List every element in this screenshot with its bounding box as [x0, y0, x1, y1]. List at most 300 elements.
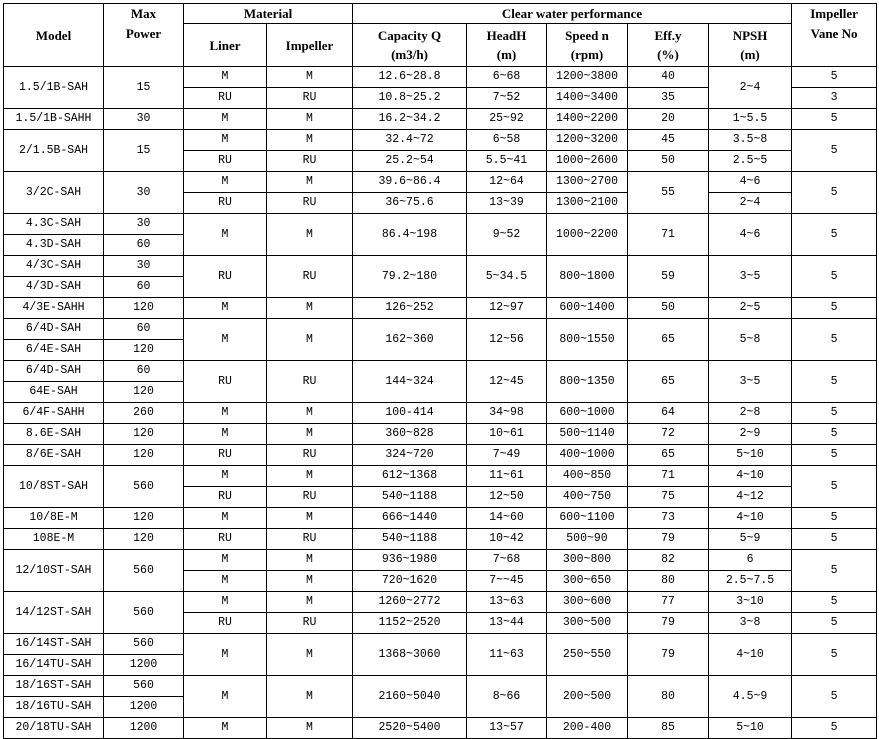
head-cell: 8~66: [467, 676, 547, 718]
vane-count-cell: 5: [792, 445, 877, 466]
table-row: [4, 466, 877, 487]
vane-count-cell: 5: [792, 529, 877, 550]
impeller-material-cell: M: [267, 466, 353, 487]
max-power-cell: 120: [104, 529, 184, 550]
impeller-material-cell: M: [267, 424, 353, 445]
model-cell: 64E-SAH: [4, 382, 104, 403]
impeller-material-cell: M: [267, 298, 353, 319]
impeller-material-cell: M: [267, 508, 353, 529]
speed-cell: 1300~2100: [547, 193, 628, 214]
max-power-cell: 120: [104, 340, 184, 361]
table-row: [4, 172, 877, 193]
vane-count-cell: 5: [792, 172, 877, 214]
impeller-material-cell: M: [267, 214, 353, 256]
model-cell: 16/14ST-SAH: [4, 634, 104, 655]
liner-material-cell: RU: [184, 529, 267, 550]
speed-cell: 200~500: [547, 676, 628, 718]
efficiency-cell: 45: [628, 130, 709, 151]
efficiency-cell: 73: [628, 508, 709, 529]
vane-count-cell: 5: [792, 319, 877, 361]
model-cell: 18/16ST-SAH: [4, 676, 104, 697]
capacity-cell: 39.6~86.4: [353, 172, 467, 193]
liner-material-cell: M: [184, 109, 267, 130]
impeller-material-cell: RU: [267, 445, 353, 466]
head-cell: 12~97: [467, 298, 547, 319]
table-row: [4, 214, 877, 235]
max-power-cell: 560: [104, 550, 184, 592]
head-header-line2: (m): [496, 47, 517, 62]
liner-material-cell: M: [184, 214, 267, 256]
head-cell: 25~92: [467, 109, 547, 130]
npsh-cell: 4~6: [709, 214, 792, 256]
efficiency-cell: 64: [628, 403, 709, 424]
efficiency-cell: 79: [628, 634, 709, 676]
efficiency-cell: 71: [628, 466, 709, 487]
speed-cell: 1200~3800: [547, 67, 628, 88]
npsh-cell: 6: [709, 550, 792, 571]
impeller-material-cell: RU: [267, 193, 353, 214]
max-power-cell: 60: [104, 361, 184, 382]
capacity-cell: 720~1620: [353, 571, 467, 592]
impeller-material-cell: RU: [267, 151, 353, 172]
capacity-header-line1: Capacity Q: [377, 28, 442, 43]
speed-cell: 300~600: [547, 592, 628, 613]
model-cell: 10/8E-M: [4, 508, 104, 529]
max-power-header-line1: Max: [130, 6, 157, 21]
npsh-cell: 5~10: [709, 718, 792, 739]
table-row: [4, 592, 877, 613]
speed-cell: 400~850: [547, 466, 628, 487]
impeller-material-cell: M: [267, 718, 353, 739]
vane-count-cell: 5: [792, 67, 877, 88]
impeller-material-cell: RU: [267, 487, 353, 508]
capacity-cell: 324~720: [353, 445, 467, 466]
efficiency-header-line2: (%): [657, 47, 679, 62]
head-cell: 10~61: [467, 424, 547, 445]
speed-cell: 1300~2700: [547, 172, 628, 193]
npsh-cell: 2~4: [709, 67, 792, 109]
speed-cell: 300~800: [547, 550, 628, 571]
impeller-material-cell: M: [267, 403, 353, 424]
model-cell: 6/4F-SAHH: [4, 403, 104, 424]
npsh-cell: 4~12: [709, 487, 792, 508]
liner-header: Liner: [184, 24, 267, 67]
table-body: [4, 67, 877, 739]
liner-material-cell: M: [184, 718, 267, 739]
liner-material-cell: RU: [184, 151, 267, 172]
speed-cell: 600~1000: [547, 403, 628, 424]
speed-cell: 500~90: [547, 529, 628, 550]
liner-material-cell: M: [184, 634, 267, 676]
speed-cell: 200-400: [547, 718, 628, 739]
max-power-header-line2: Power: [125, 26, 162, 41]
liner-material-cell: RU: [184, 193, 267, 214]
model-cell: 1.5/1B-SAHH: [4, 109, 104, 130]
npsh-cell: 1~5.5: [709, 109, 792, 130]
liner-material-cell: M: [184, 550, 267, 571]
capacity-cell: 360~828: [353, 424, 467, 445]
speed-cell: 1000~2200: [547, 214, 628, 256]
capacity-cell: 1260~2772: [353, 592, 467, 613]
liner-material-cell: M: [184, 508, 267, 529]
max-power-cell: 60: [104, 277, 184, 298]
impeller-material-cell: RU: [267, 256, 353, 298]
impeller-material-cell: M: [267, 109, 353, 130]
max-power-cell: 560: [104, 592, 184, 634]
speed-cell: 250~550: [547, 634, 628, 676]
speed-cell: 400~750: [547, 487, 628, 508]
npsh-cell: 3~5: [709, 361, 792, 403]
max-power-cell: 60: [104, 319, 184, 340]
max-power-cell: 120: [104, 424, 184, 445]
model-cell: 6/4D-SAH: [4, 361, 104, 382]
model-cell: 16/14TU-SAH: [4, 655, 104, 676]
model-cell: 2/1.5B-SAH: [4, 130, 104, 172]
model-cell: 6/4E-SAH: [4, 340, 104, 361]
speed-header-line1: Speed n: [565, 28, 609, 43]
vane-header-line2: Vane No: [810, 26, 858, 41]
table-row: [4, 508, 877, 529]
head-cell: 7~68: [467, 550, 547, 571]
max-power-cell: 30: [104, 172, 184, 214]
model-cell: 108E-M: [4, 529, 104, 550]
efficiency-cell: 80: [628, 676, 709, 718]
capacity-header-line2: (m3/h): [391, 47, 428, 62]
capacity-cell: 2520~5400: [353, 718, 467, 739]
vane-count-cell: 5: [792, 550, 877, 592]
efficiency-cell: 50: [628, 151, 709, 172]
capacity-cell: 666~1440: [353, 508, 467, 529]
model-cell: 14/12ST-SAH: [4, 592, 104, 634]
table-row: [4, 256, 877, 277]
table-row: [4, 445, 877, 466]
material-header: Material: [184, 4, 353, 24]
capacity-cell: 100-414: [353, 403, 467, 424]
max-power-cell: 1200: [104, 697, 184, 718]
liner-material-cell: M: [184, 571, 267, 592]
vane-count-cell: 5: [792, 256, 877, 298]
head-cell: 7~~45: [467, 571, 547, 592]
npsh-cell: 4~10: [709, 508, 792, 529]
impeller-material-cell: M: [267, 571, 353, 592]
max-power-cell: 120: [104, 382, 184, 403]
capacity-cell: 936~1980: [353, 550, 467, 571]
speed-header: [547, 24, 628, 67]
table-row: [4, 67, 877, 88]
speed-cell: 800~1350: [547, 361, 628, 403]
impeller-material-cell: RU: [267, 529, 353, 550]
vane-count-cell: 5: [792, 130, 877, 172]
vane-count-cell: 5: [792, 718, 877, 739]
head-cell: 6~68: [467, 67, 547, 88]
model-cell: 12/10ST-SAH: [4, 550, 104, 592]
liner-material-cell: RU: [184, 487, 267, 508]
impeller-material-cell: M: [267, 130, 353, 151]
vane-count-cell: 5: [792, 109, 877, 130]
vane-count-cell: 5: [792, 613, 877, 634]
impeller-material-cell: M: [267, 550, 353, 571]
clear-water-performance-header: Clear water performance: [353, 4, 792, 24]
table-row: [4, 130, 877, 151]
head-cell: 34~98: [467, 403, 547, 424]
max-power-cell: 60: [104, 235, 184, 256]
capacity-cell: 79.2~180: [353, 256, 467, 298]
vane-count-cell: 5: [792, 214, 877, 256]
head-cell: 13~63: [467, 592, 547, 613]
pump-performance-table: [3, 3, 877, 739]
efficiency-cell: 65: [628, 319, 709, 361]
speed-cell: 1400~3400: [547, 88, 628, 109]
vane-count-cell: 3: [792, 88, 877, 109]
max-power-cell: 120: [104, 445, 184, 466]
liner-material-cell: M: [184, 592, 267, 613]
table-row: [4, 718, 877, 739]
npsh-header-line1: NPSH: [732, 28, 768, 43]
efficiency-cell: 65: [628, 361, 709, 403]
efficiency-cell: 72: [628, 424, 709, 445]
head-cell: 7~49: [467, 445, 547, 466]
npsh-cell: 5~10: [709, 445, 792, 466]
liner-material-cell: RU: [184, 361, 267, 403]
model-cell: 8.6E-SAH: [4, 424, 104, 445]
efficiency-cell: 80: [628, 571, 709, 592]
vane-count-cell: 5: [792, 361, 877, 403]
max-power-cell: 1200: [104, 655, 184, 676]
model-cell: 4/3E-SAHH: [4, 298, 104, 319]
head-cell: 5~34.5: [467, 256, 547, 298]
capacity-cell: 144~324: [353, 361, 467, 403]
npsh-cell: 2.5~7.5: [709, 571, 792, 592]
table-header: [4, 4, 877, 67]
liner-material-cell: RU: [184, 256, 267, 298]
impeller-material-cell: RU: [267, 88, 353, 109]
npsh-cell: 3.5~8: [709, 130, 792, 151]
head-header: [467, 24, 547, 67]
speed-cell: 1200~3200: [547, 130, 628, 151]
efficiency-cell: 50: [628, 298, 709, 319]
table-row: [4, 424, 877, 445]
liner-material-cell: M: [184, 424, 267, 445]
vane-count-cell: 5: [792, 298, 877, 319]
model-cell: 10/8ST-SAH: [4, 466, 104, 508]
efficiency-cell: 35: [628, 88, 709, 109]
head-cell: 13~44: [467, 613, 547, 634]
efficiency-cell: 79: [628, 613, 709, 634]
capacity-header: [353, 24, 467, 67]
vane-count-cell: 5: [792, 424, 877, 445]
vane-count-cell: 5: [792, 676, 877, 718]
efficiency-cell: 20: [628, 109, 709, 130]
speed-cell: 300~650: [547, 571, 628, 592]
model-cell: 8/6E-SAH: [4, 445, 104, 466]
npsh-cell: 2~5: [709, 298, 792, 319]
speed-cell: 800~1800: [547, 256, 628, 298]
head-cell: 7~52: [467, 88, 547, 109]
liner-material-cell: RU: [184, 88, 267, 109]
npsh-cell: 2~9: [709, 424, 792, 445]
model-cell: 18/16TU-SAH: [4, 697, 104, 718]
table-row: [4, 550, 877, 571]
impeller-material-cell: RU: [267, 361, 353, 403]
capacity-cell: 540~1188: [353, 487, 467, 508]
impeller-material-header: Impeller: [267, 24, 353, 67]
npsh-cell: 4~10: [709, 466, 792, 487]
npsh-cell: 3~10: [709, 592, 792, 613]
impeller-vane-no-header: [792, 4, 877, 67]
liner-material-cell: M: [184, 67, 267, 88]
liner-material-cell: RU: [184, 445, 267, 466]
capacity-cell: 162~360: [353, 319, 467, 361]
npsh-header-line2: (m): [740, 47, 760, 62]
impeller-material-cell: M: [267, 172, 353, 193]
model-cell: 4.3C-SAH: [4, 214, 104, 235]
vane-count-cell: 5: [792, 466, 877, 508]
liner-material-cell: RU: [184, 613, 267, 634]
npsh-cell: 4~10: [709, 634, 792, 676]
head-cell: 13~57: [467, 718, 547, 739]
npsh-cell: 4.5~9: [709, 676, 792, 718]
table-row: [4, 298, 877, 319]
efficiency-header: [628, 24, 709, 67]
efficiency-cell: 71: [628, 214, 709, 256]
npsh-cell: 5~9: [709, 529, 792, 550]
npsh-cell: 5~8: [709, 319, 792, 361]
speed-cell: 400~1000: [547, 445, 628, 466]
table-row: [4, 361, 877, 382]
head-cell: 9~52: [467, 214, 547, 256]
speed-cell: 600~1100: [547, 508, 628, 529]
capacity-cell: 32.4~72: [353, 130, 467, 151]
npsh-cell: 3~5: [709, 256, 792, 298]
max-power-cell: 120: [104, 508, 184, 529]
npsh-cell: 3~8: [709, 613, 792, 634]
model-cell: 3/2C-SAH: [4, 172, 104, 214]
capacity-cell: 86.4~198: [353, 214, 467, 256]
npsh-cell: 2~8: [709, 403, 792, 424]
speed-cell: 1400~2200: [547, 109, 628, 130]
max-power-cell: 560: [104, 466, 184, 508]
head-cell: 10~42: [467, 529, 547, 550]
head-cell: 6~58: [467, 130, 547, 151]
max-power-cell: 260: [104, 403, 184, 424]
table-row: [4, 403, 877, 424]
capacity-cell: 1152~2520: [353, 613, 467, 634]
speed-cell: 1000~2600: [547, 151, 628, 172]
capacity-cell: 126~252: [353, 298, 467, 319]
vane-header-line1: Impeller: [810, 6, 858, 21]
capacity-cell: 25.2~54: [353, 151, 467, 172]
efficiency-cell: 77: [628, 592, 709, 613]
liner-material-cell: M: [184, 319, 267, 361]
max-power-cell: 30: [104, 109, 184, 130]
impeller-material-cell: M: [267, 319, 353, 361]
impeller-material-cell: M: [267, 634, 353, 676]
header-row-top: [4, 4, 877, 24]
capacity-cell: 12.6~28.8: [353, 67, 467, 88]
table-row: [4, 634, 877, 655]
vane-count-cell: 5: [792, 634, 877, 676]
max-power-header: [104, 4, 184, 67]
capacity-cell: 2160~5040: [353, 676, 467, 718]
liner-material-cell: M: [184, 298, 267, 319]
efficiency-cell: 55: [628, 172, 709, 214]
capacity-cell: 540~1188: [353, 529, 467, 550]
model-cell: 1.5/1B-SAH: [4, 67, 104, 109]
max-power-cell: 1200: [104, 718, 184, 739]
head-cell: 11~61: [467, 466, 547, 487]
liner-material-cell: M: [184, 403, 267, 424]
head-cell: 12~56: [467, 319, 547, 361]
head-cell: 12~45: [467, 361, 547, 403]
max-power-cell: 30: [104, 214, 184, 235]
head-cell: 12~50: [467, 487, 547, 508]
npsh-cell: 4~6: [709, 172, 792, 193]
capacity-cell: 36~75.6: [353, 193, 467, 214]
efficiency-header-line1: Eff.y: [654, 28, 682, 43]
head-header-line1: HeadH: [486, 28, 527, 43]
head-cell: 14~60: [467, 508, 547, 529]
efficiency-cell: 65: [628, 445, 709, 466]
model-cell: 4/3C-SAH: [4, 256, 104, 277]
head-cell: 11~63: [467, 634, 547, 676]
liner-material-cell: M: [184, 130, 267, 151]
model-cell: 4.3D-SAH: [4, 235, 104, 256]
npsh-cell: 2~4: [709, 193, 792, 214]
impeller-material-cell: M: [267, 592, 353, 613]
efficiency-cell: 59: [628, 256, 709, 298]
efficiency-cell: 40: [628, 67, 709, 88]
table-row: [4, 529, 877, 550]
max-power-cell: 560: [104, 634, 184, 655]
max-power-cell: 560: [104, 676, 184, 697]
head-cell: 5.5~41: [467, 151, 547, 172]
capacity-cell: 1368~3060: [353, 634, 467, 676]
liner-material-cell: M: [184, 466, 267, 487]
table-row: [4, 319, 877, 340]
vane-count-cell: 5: [792, 508, 877, 529]
impeller-material-cell: M: [267, 676, 353, 718]
vane-count-cell: 5: [792, 403, 877, 424]
vane-count-cell: 5: [792, 592, 877, 613]
speed-cell: 500~1140: [547, 424, 628, 445]
max-power-cell: 15: [104, 130, 184, 172]
efficiency-cell: 85: [628, 718, 709, 739]
max-power-cell: 30: [104, 256, 184, 277]
npsh-cell: 2.5~5: [709, 151, 792, 172]
npsh-header: [709, 24, 792, 67]
model-cell: 20/18TU-SAH: [4, 718, 104, 739]
speed-cell: 800~1550: [547, 319, 628, 361]
efficiency-cell: 82: [628, 550, 709, 571]
speed-header-line2: (rpm): [570, 47, 604, 62]
speed-cell: 300~500: [547, 613, 628, 634]
liner-material-cell: M: [184, 676, 267, 718]
model-cell: 4/3D-SAH: [4, 277, 104, 298]
liner-material-cell: M: [184, 172, 267, 193]
max-power-cell: 120: [104, 298, 184, 319]
head-cell: 12~64: [467, 172, 547, 193]
efficiency-cell: 79: [628, 529, 709, 550]
capacity-cell: 612~1368: [353, 466, 467, 487]
speed-cell: 600~1400: [547, 298, 628, 319]
impeller-material-cell: M: [267, 67, 353, 88]
efficiency-cell: 75: [628, 487, 709, 508]
capacity-cell: 16.2~34.2: [353, 109, 467, 130]
model-header: Model: [4, 4, 104, 67]
head-cell: 13~39: [467, 193, 547, 214]
model-cell: 6/4D-SAH: [4, 319, 104, 340]
capacity-cell: 10.8~25.2: [353, 88, 467, 109]
